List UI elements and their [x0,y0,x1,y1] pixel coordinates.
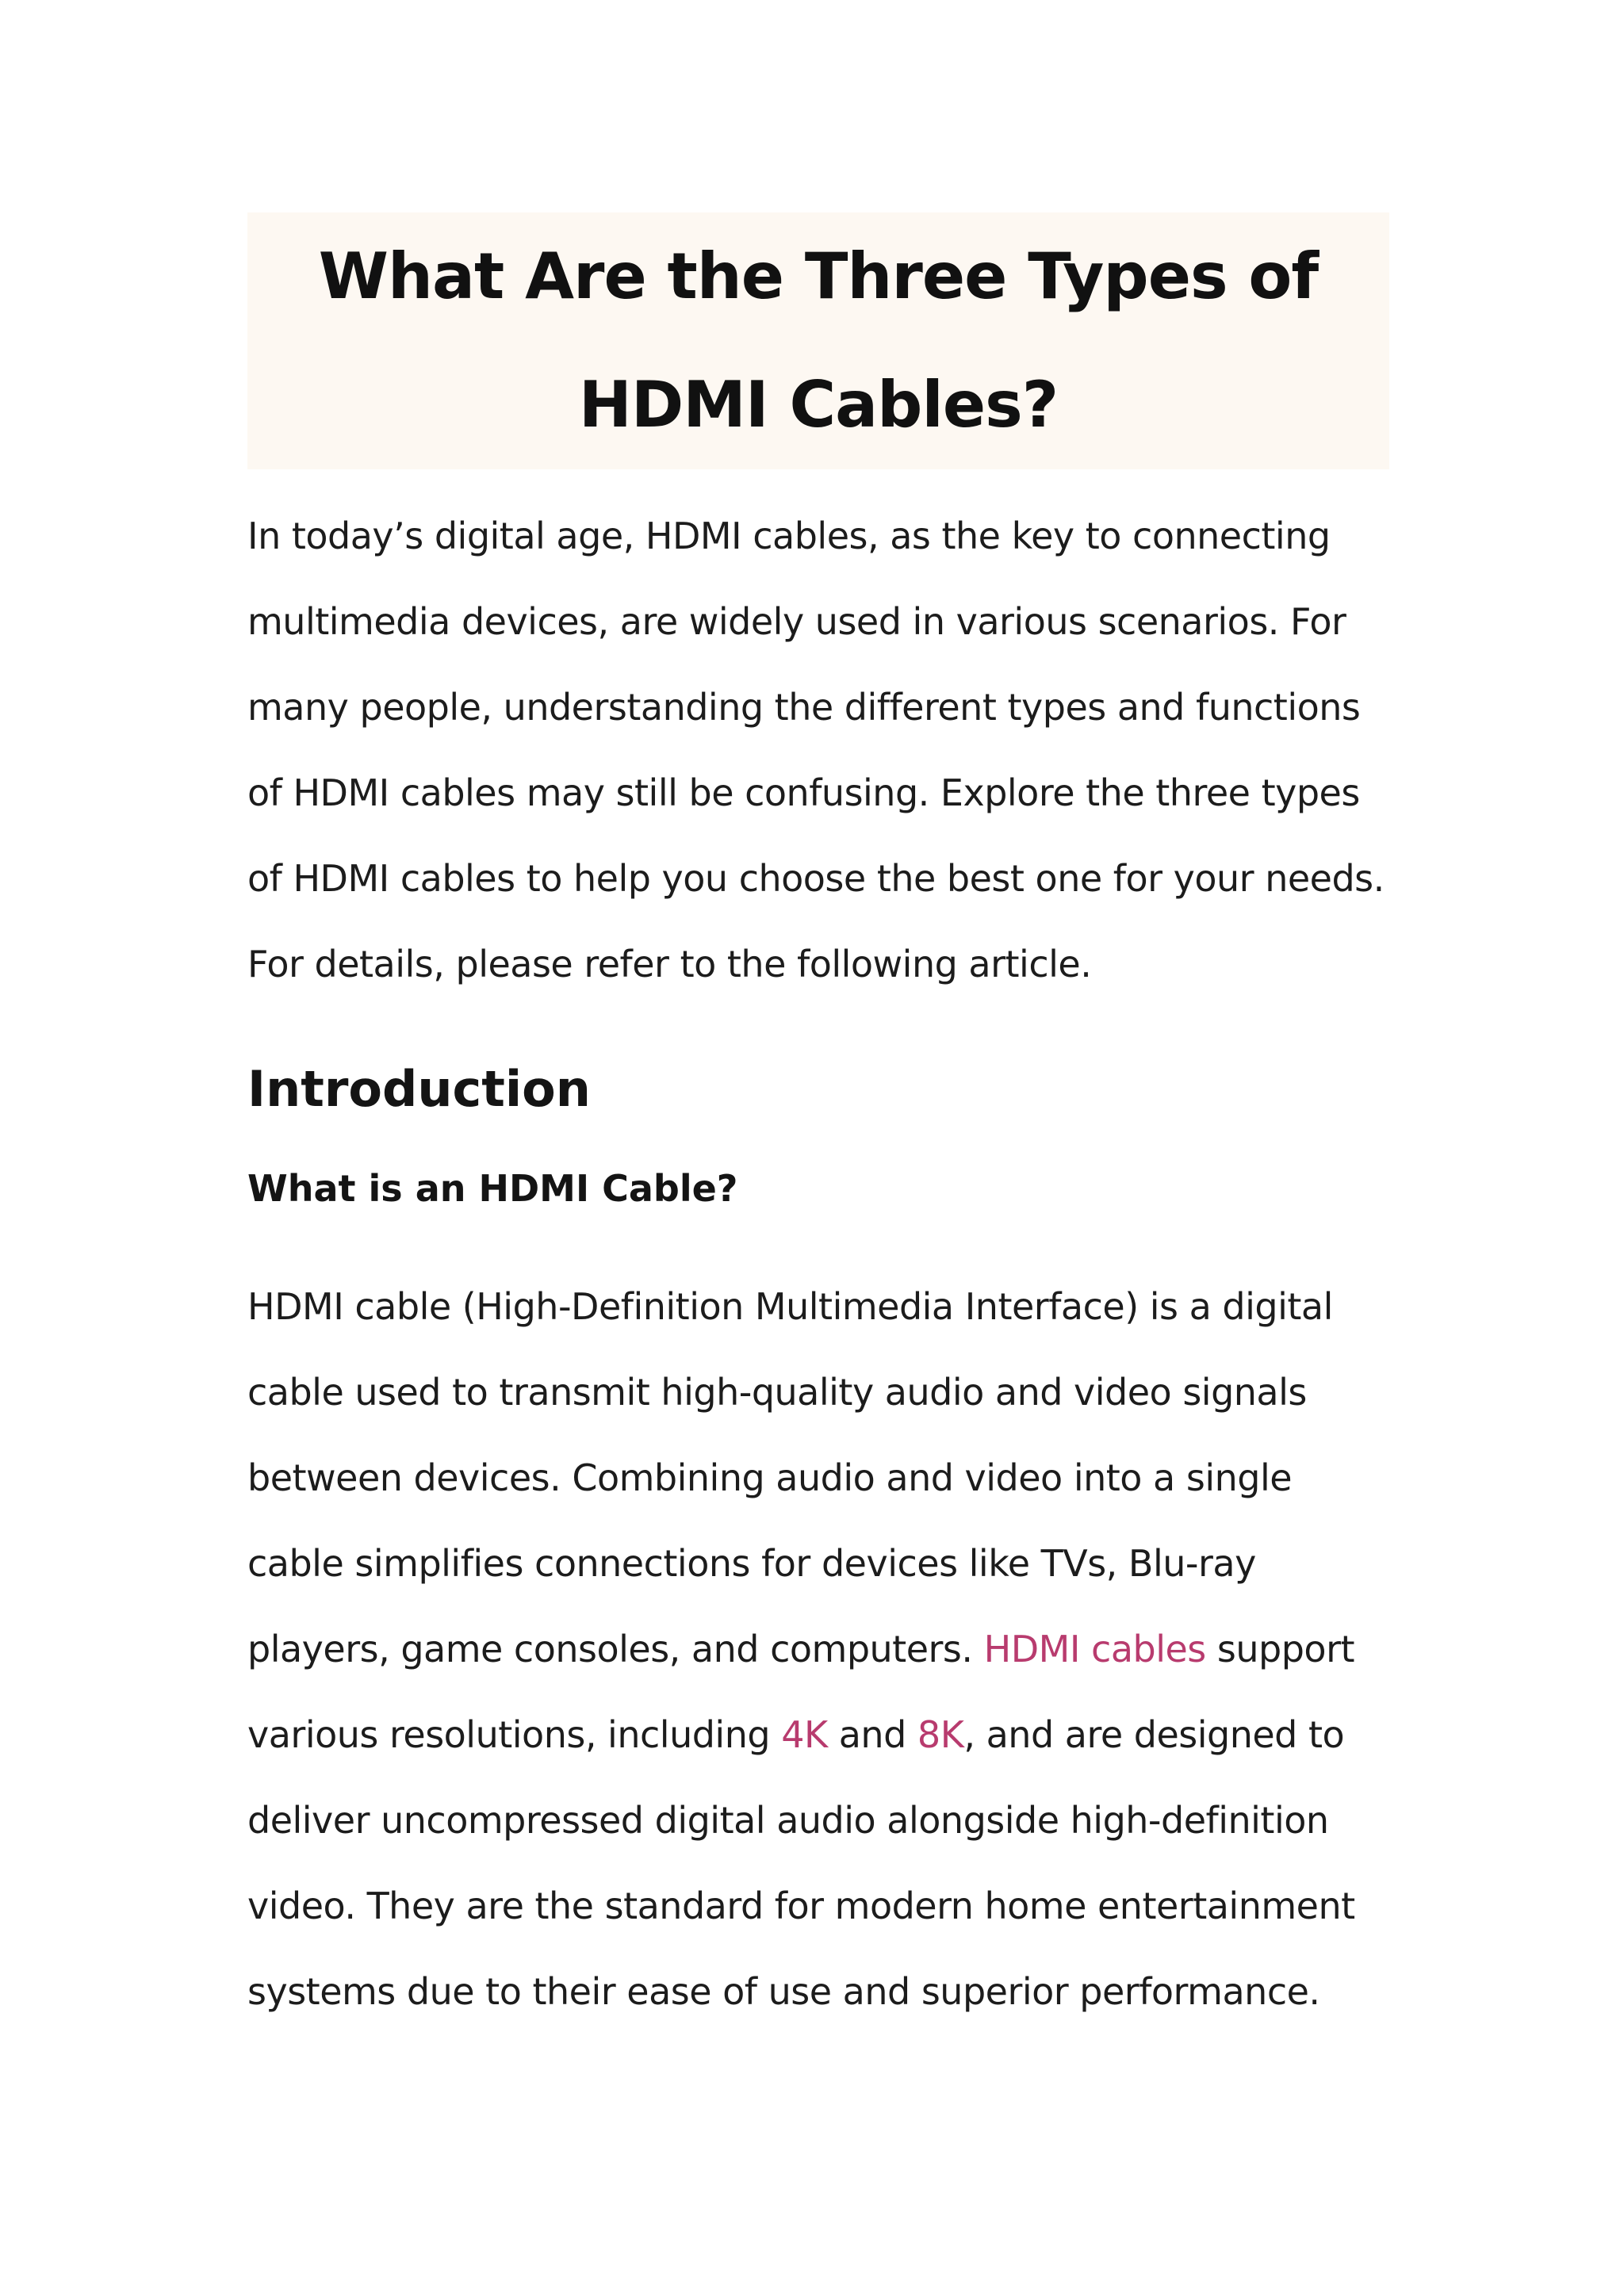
article [247,212,1389,2034]
4k-link[interactable]: 4K [781,1713,828,1756]
hdmi-definition-paragraph [247,1264,1389,2034]
title-banner [247,212,1389,469]
paragraph-text: and [827,1713,917,1756]
intro-paragraph: In today’s digital age, HDMI cables, as the key to connecting multimedia devices, are widely used in various scenarios. For many people, understanding the different types and functions of HDMI cables may still be confusing. Explore the three types of HDMI cables to help you choose the best one for your needs. For details, please refer to the following article. [247,515,1385,985]
paragraph-text: , and are designed to deliver uncompressed digital audio alongside high-definition video. They are the standard for modern home entertainment systems due to their ease of use and superior performance. [247,1713,1355,2013]
subsection-heading-what-is-hdmi: What is an HDMI Cable? [247,1167,738,1210]
paragraph-text: HDMI cable (High-Definition Multimedia Interface) is a digital cable used to transmit high-quality audio and video signals between devices. Combining audio and video into a single cable simplifies connections for devices like TVs, Blu-ray players, game consoles, and computers. [247,1285,1333,1670]
8k-link[interactable]: 8K [917,1713,964,1756]
paragraph-text: support various resolutions, including [247,1628,1355,1756]
section-heading-introduction: Introduction [247,1060,591,1118]
page-title: What Are the Three Types of HDMI Cables? [318,239,1319,442]
hdmi-cables-link[interactable]: HDMI cables [983,1628,1206,1670]
